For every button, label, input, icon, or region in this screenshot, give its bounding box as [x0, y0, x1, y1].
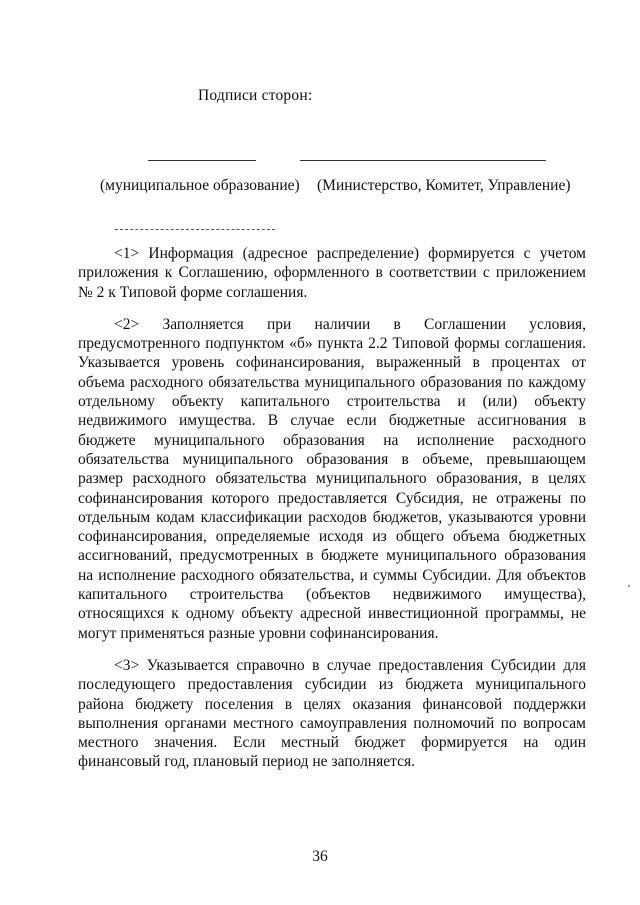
footnote-3: <3> Указывается справочно в случае предоставления Субсидии для последующего предоставления субсидии из бюджета муниципального района бюджету поселения в целях оказания финансовой поддержки выполнения органами местного самоуправления полномочий по вопросам местного значения. Если местный бюджет формируется на один финансовый год, плановый период не заполняется. — [78, 656, 586, 771]
footnote-2: <2> Заполняется при наличии в Соглашении условия, предусмотренного подпунктом «б» пункта 2.2 Типовой формы соглашения. Указывается уровень софинансирования, выраженный в процентах от объема расходного обязательства муниципального образования по каждому отдельному объекту капитального строительства и (или) объекту недвижимого имущества. В случае если бюджетные ассигнования в бюджете муниципального образования на исполнение расходного обязательства муниципального образования в объеме, превышающем размер расходного обязательства муниципального образования, в целях софинансирования которого предоставляется Субсидия, не отражены по отдельным кодам классификации расходов бюджетов, указываются уровни софинансирования, определяемые исходя из общего объема бюджетных ассигнований, предусмотренных в бюджете муниципального образования на исполнение расходного обязательства, и суммы Субсидии. Для объектов капитального строительства (объектов недвижимого имущества), относящихся к одному объекту адресной инвестиционной программы, не могут применяться разные уровни софинансирования. — [78, 315, 586, 642]
signature-line-municipality — [148, 160, 256, 161]
footnotes — [78, 244, 586, 785]
scan-speck — [628, 585, 630, 587]
signature-caption-municipality: (муниципальное образование) — [100, 177, 300, 194]
page-number: 36 — [312, 848, 328, 865]
footnote-1: <1> Информация (адресное распределение) формируется с учетом приложения к Соглашению, оформленного в соответствии с приложением № 2 к Типовой форме соглашения. — [78, 245, 586, 301]
signature-caption-ministry: (Министерство, Комитет, Управление) — [317, 177, 571, 194]
signatures-title: Подписи сторон: — [198, 87, 313, 104]
footnote-separator — [115, 229, 275, 230]
signature-line-ministry — [300, 160, 546, 161]
